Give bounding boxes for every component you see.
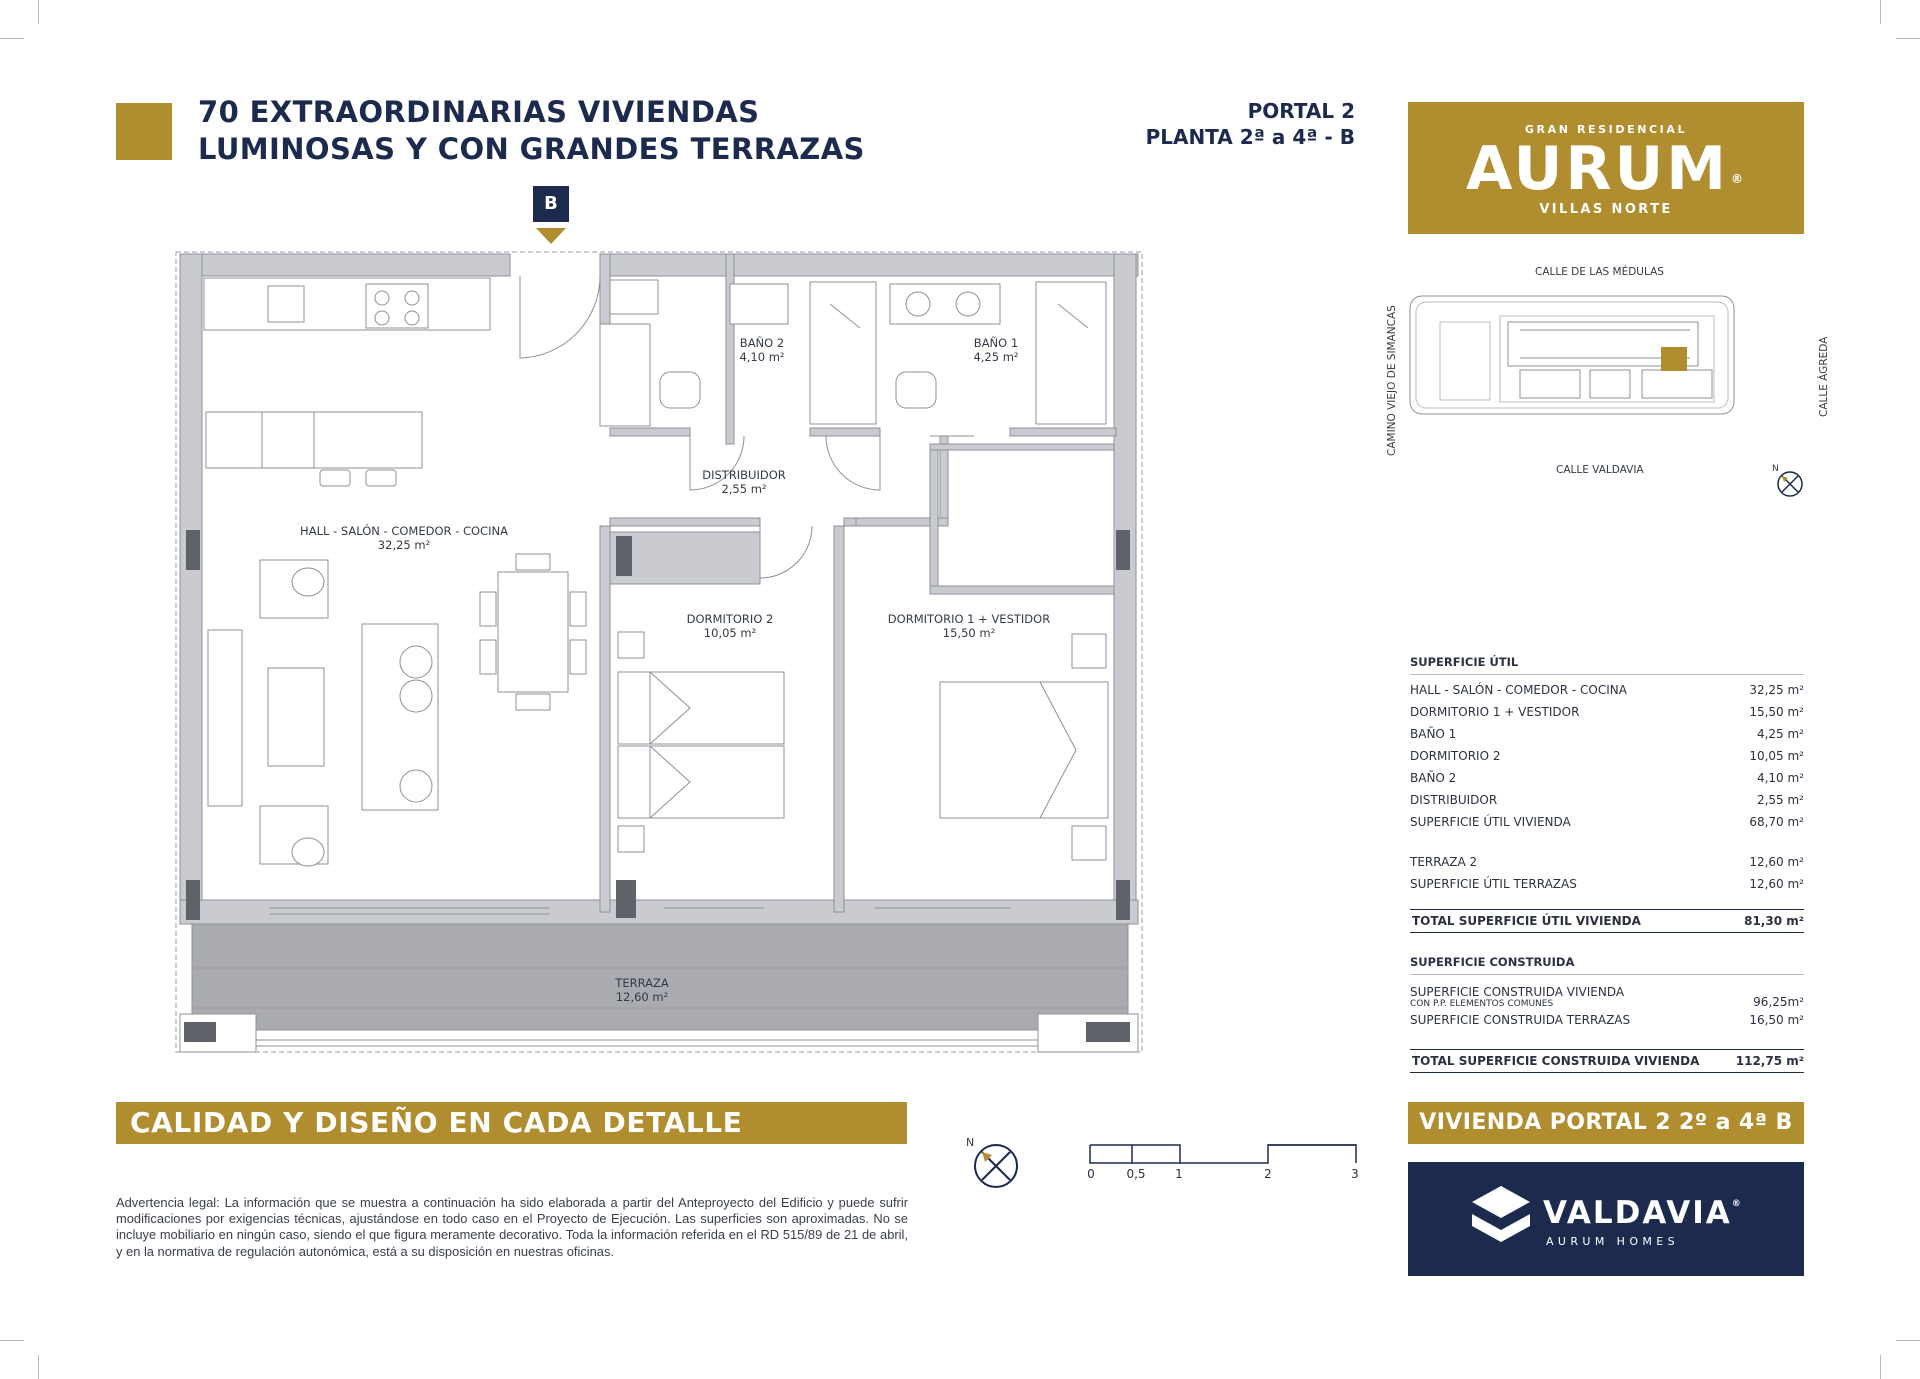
table-row: [1410, 745, 1804, 767]
street-bottom: CALLE VALDAVIA: [1556, 464, 1644, 476]
single-bed: [618, 672, 784, 744]
room-name: DORMITORIO 1 + VESTIDOR: [887, 612, 1051, 626]
wall-bedrooms: [834, 526, 844, 912]
table-row: [1410, 811, 1804, 833]
chair: [516, 694, 550, 710]
stool: [366, 470, 396, 486]
scale-tick-label: 0: [1087, 1167, 1095, 1181]
street-top: CALLE DE LAS MÉDULAS: [1535, 266, 1664, 278]
total-construida-row: [1410, 1049, 1804, 1073]
room-label-dormitorio1: [888, 612, 1050, 640]
row-value: 10,05 m²: [1749, 749, 1804, 763]
row-label: HALL - SALÓN - COMEDOR - COCINA: [1410, 683, 1627, 697]
north-letter: N: [966, 1136, 975, 1149]
dining-table: [498, 572, 568, 692]
armchair-cushion: [292, 568, 324, 596]
room-label-dormitorio2: [687, 612, 774, 640]
scale-tick-label: 0,5: [1126, 1167, 1146, 1181]
surface-util-title: SUPERFICIE ÚTIL: [1410, 655, 1804, 675]
portal-info: [1146, 98, 1355, 150]
bath-storage: [600, 324, 650, 426]
aurum-logo: [1408, 102, 1804, 234]
chair: [480, 640, 496, 674]
single-bed: [618, 746, 784, 818]
sink: [268, 286, 304, 322]
wall-wardrobe-d2: [610, 532, 760, 584]
aurum-logo-name-text: AURUM: [1466, 134, 1729, 204]
building-highlight: [1661, 347, 1687, 371]
row-value: 15,50 m²: [1749, 705, 1804, 719]
row-value: 4,25 m²: [1756, 727, 1804, 741]
washbasin: [730, 284, 788, 324]
wall-vestidor-top: [930, 444, 1114, 450]
aurum-logo-top: GRAN RESIDENCIAL: [1524, 123, 1688, 136]
room-label-bano2: [739, 336, 784, 364]
door-swing: [760, 526, 812, 578]
room-name: TERRAZA: [615, 976, 669, 990]
row-value: 2,55 m²: [1756, 793, 1804, 807]
wall-vestidor-bottom: [930, 586, 1114, 594]
shower: [1036, 282, 1106, 424]
headline-line-2: LUMINOSAS Y CON GRANDES TERRAZAS: [198, 132, 865, 166]
aurum-logo-name: [1408, 134, 1804, 204]
pillar: [1116, 880, 1130, 920]
double-bed: [940, 682, 1108, 818]
registered-mark: ®: [1731, 1199, 1743, 1209]
row-label: BAÑO 1: [1410, 727, 1457, 741]
chair: [570, 592, 586, 626]
street-left: CAMINO VIEJO DE SIMANCAS: [1386, 305, 1398, 456]
row-sublabel: CON P.P. ELEMENTOS COMUNES: [1410, 999, 1554, 1009]
room-area: 10,05 m²: [703, 626, 757, 640]
table-row: [1410, 1009, 1804, 1031]
floor-plan: [170, 248, 1150, 1068]
toilet: [660, 372, 700, 408]
scale-tick-label: 2: [1264, 1167, 1272, 1181]
portal-label: PORTAL 2: [1247, 99, 1355, 123]
cooktop: [366, 284, 428, 328]
nightstand: [618, 632, 644, 658]
table-row: [1410, 789, 1804, 811]
entrance-door-swing: [520, 276, 600, 358]
pillar: [186, 530, 200, 570]
wall-bath-bottom-right: [1010, 428, 1116, 436]
registered-mark: ®: [1730, 172, 1746, 186]
table-row: [1410, 979, 1804, 1009]
row-label: DISTRIBUIDOR: [1410, 793, 1498, 807]
headline: [198, 94, 865, 168]
pillar: [1116, 530, 1130, 570]
toilet: [896, 372, 936, 408]
north-compass-icon: [966, 1136, 1026, 1196]
room-label-bano1: [973, 336, 1018, 364]
pillar: [616, 536, 632, 576]
nightstand: [618, 826, 644, 852]
scale-bar: [1088, 1143, 1358, 1165]
wall-bath-bottom-mid: [810, 428, 880, 436]
wall-top: [180, 254, 510, 276]
burner: [375, 311, 389, 325]
nightstand: [1072, 634, 1106, 668]
wall-dist-bottom: [610, 518, 760, 526]
quality-banner: CALIDAD Y DISEÑO EN CADA DETALLE: [116, 1102, 907, 1144]
row-value: 12,60 m²: [1749, 855, 1804, 869]
crop-mark: [38, 0, 39, 24]
wall-left: [180, 254, 202, 922]
stool: [320, 470, 350, 486]
room-area: 32,25 m²: [377, 538, 431, 552]
armchair-cushion: [292, 838, 324, 866]
row-label: TERRAZA 2: [1410, 855, 1478, 869]
table-row: [1410, 851, 1804, 873]
surface-table: [1410, 655, 1804, 1073]
street-right: CALLE ÁGREDA: [1818, 336, 1830, 417]
surface-construida-title: SUPERFICIE CONSTRUIDA: [1410, 955, 1804, 975]
wall-dist-bottom-right: [844, 518, 856, 526]
valdavia-name: [1543, 1195, 1743, 1231]
room-area: 2,55 m²: [721, 482, 767, 496]
total-value: 81,30 m²: [1744, 914, 1804, 928]
aurum-logo-bottom: VILLAS NORTE: [1539, 202, 1673, 217]
sofa-cushion: [400, 680, 432, 712]
pillar: [616, 880, 636, 918]
wall-vestidor: [930, 444, 938, 594]
room-label-terraza: [615, 976, 668, 1004]
room-name: DISTRIBUIDOR: [702, 468, 786, 482]
valdavia-cube-icon: [1470, 1184, 1532, 1256]
burner: [375, 291, 389, 305]
crop-mark: [38, 1355, 39, 1379]
north-label: N: [1772, 464, 1779, 474]
row-value: 16,50 m²: [1749, 1013, 1804, 1027]
laundry-box: [610, 280, 658, 314]
row-label: SUPERFICIE ÚTIL VIVIENDA: [1410, 815, 1571, 829]
row-label: SUPERFICIE ÚTIL TERRAZAS: [1410, 877, 1577, 891]
entrance-marker: B: [533, 186, 569, 222]
total-label: TOTAL SUPERFICIE CONSTRUIDA VIVIENDA: [1412, 1054, 1700, 1068]
row-value: 12,60 m²: [1749, 877, 1804, 891]
chair: [570, 640, 586, 674]
crop-mark: [1896, 38, 1920, 39]
gold-square-decoration: [116, 103, 172, 160]
room-name: BAÑO 1: [973, 336, 1019, 350]
total-util-row: [1410, 909, 1804, 933]
row-value: 68,70 m²: [1749, 815, 1804, 829]
burner: [405, 291, 419, 305]
table-row: [1410, 767, 1804, 789]
nightstand: [1072, 826, 1106, 860]
scale-tick-label: 1: [1175, 1167, 1183, 1181]
crop-mark: [1896, 1340, 1920, 1341]
vivienda-banner: VIVIENDA PORTAL 2 2º a 4ª B: [1408, 1102, 1804, 1144]
crop-mark: [1880, 0, 1881, 24]
room-area: 4,25 m²: [973, 350, 1019, 364]
shower: [810, 282, 876, 424]
row-label: SUPERFICIE CONSTRUIDA VIVIENDA: [1410, 985, 1625, 999]
crop-mark: [0, 1340, 24, 1341]
room-area: 4,10 m²: [739, 350, 785, 364]
total-label: TOTAL SUPERFICIE ÚTIL VIVIENDA: [1412, 914, 1641, 928]
row-label: SUPERFICIE CONSTRUIDA TERRAZAS: [1410, 1013, 1631, 1027]
wall-bath-bottom-left: [610, 428, 690, 436]
burner: [405, 311, 419, 325]
wall-bath-divider: [726, 254, 734, 444]
row-value: 96,25m²: [1753, 995, 1804, 1009]
location-map: [1380, 260, 1810, 460]
planta-label: PLANTA 2ª a 4ª - B: [1145, 125, 1355, 149]
room-area: 12,60 m²: [615, 990, 669, 1004]
row-label: BAÑO 2: [1410, 771, 1457, 785]
room-area: 15,50 m²: [942, 626, 996, 640]
crop-mark: [1880, 1355, 1881, 1379]
wall-bottom: [180, 900, 1138, 924]
sofa-cushion: [400, 646, 432, 678]
chair: [516, 554, 550, 570]
table-row: [1410, 873, 1804, 895]
room-name: DORMITORIO 2: [686, 612, 774, 626]
row-value: 32,25 m²: [1749, 683, 1804, 697]
row-label: DORMITORIO 1 + VESTIDOR: [1410, 705, 1580, 719]
sofa-cushion: [400, 770, 432, 802]
total-value: 112,75 m²: [1735, 1054, 1804, 1068]
row-value: 4,10 m²: [1756, 771, 1804, 785]
tv-stand: [208, 630, 242, 806]
row-label: DORMITORIO 2: [1410, 749, 1501, 763]
valdavia-sub: AURUM HOMES: [1546, 1235, 1680, 1248]
wall-hall-bedroom: [600, 526, 610, 912]
scale-tick-label: 3: [1351, 1167, 1359, 1181]
door-swing: [826, 436, 880, 490]
room-label-distribuidor: [702, 468, 786, 496]
crop-mark: [0, 38, 24, 39]
room-name: HALL - SALÓN - COMEDOR - COCINA: [300, 524, 508, 538]
valdavia-logo: [1408, 1162, 1804, 1276]
kitchen-counter: [204, 278, 490, 330]
valdavia-name-text: VALDAVIA: [1543, 1195, 1732, 1231]
room-label-hall: [300, 524, 508, 552]
headline-line-1: 70 EXTRAORDINARIAS VIVIENDAS: [198, 95, 760, 129]
pillar: [186, 880, 200, 920]
wall-top-right: [610, 254, 1138, 276]
room-name: BAÑO 2: [739, 336, 785, 350]
entrance-arrow-icon: [536, 228, 566, 244]
wall-right: [1114, 254, 1136, 922]
table-row: [1410, 723, 1804, 745]
legal-disclaimer: Advertencia legal: La información que se muestra a continuación ha sido elaborada a partir del Anteproyecto del Edificio y puede sufrir modificaciones por exigencias técnicas, ajustándose en todo caso en el Proyecto de Ejecución. Las superficies son aproximadas. No se incluye mobiliario en ningún caso, siendo el que figura meramente decorativo. Toda la información referida en el RD 515/89 de 21 de abril, y en la normativa de regulación autonómica, está a su disposición en nuestras oficinas.: [116, 1195, 908, 1259]
table-row: [1410, 701, 1804, 723]
table-row: [1410, 679, 1804, 701]
coffee-table: [268, 668, 324, 766]
chair: [480, 592, 496, 626]
